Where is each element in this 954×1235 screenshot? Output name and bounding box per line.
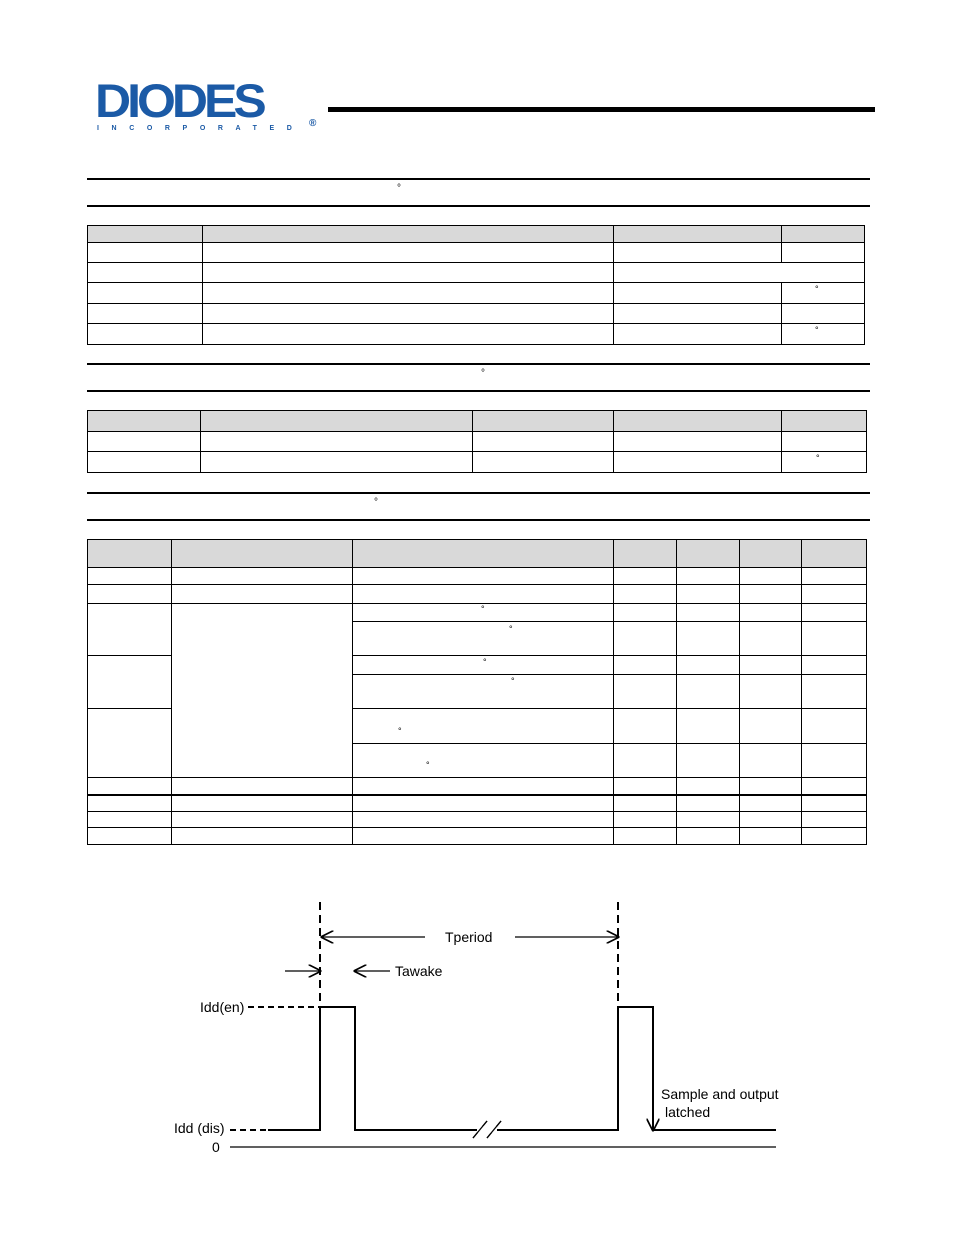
t1-cell [614,324,782,345]
t1-degree: ° [815,325,819,335]
logo-wordmark: DIODES [95,74,263,128]
t1-header-cell [88,226,203,243]
t3-cell [88,812,172,828]
section-2-top-rule [87,363,870,365]
t3-cell [172,568,353,585]
t3-degree: ° [511,676,515,686]
t3-cell [353,812,614,828]
t3-cell [172,778,353,795]
current-waveform [268,1007,653,1130]
t2-header-cell [201,411,473,432]
t3-condition-cell [353,656,614,675]
t3-header-cell [614,540,677,568]
t1-cell [614,243,782,263]
t3-header-cell [172,540,353,568]
t3-header-cell [740,540,802,568]
t2-cell [614,452,782,473]
t1-cell [614,263,865,283]
t2-header-cell [782,411,867,432]
t3-cell [614,709,677,744]
t1-cell [88,243,203,263]
t3-cell [740,675,802,709]
t3-cell [172,812,353,828]
t3-cell [88,709,172,778]
t3-cell [740,778,802,795]
t3-cell [802,675,867,709]
t2-header-cell [473,411,614,432]
t3-cell [740,709,802,744]
t3-cell [802,656,867,675]
t2-cell [88,432,201,452]
t3-cell [802,568,867,585]
t1-cell [614,283,782,304]
t2-header-cell [88,411,201,432]
t3-cell [614,828,677,845]
t3-cell [88,568,172,585]
t3-cell [88,828,172,845]
t3-header-cell [677,540,740,568]
t3-cell [614,778,677,795]
t2-cell [201,452,473,473]
t2-unit-cell [782,452,867,473]
t3-cell [614,812,677,828]
t1-unit-cell [782,283,865,304]
t1-cell [203,324,614,345]
t3-cell [677,812,740,828]
t3-header-cell [88,540,172,568]
t3-cell [353,585,614,604]
t3-merged-parameter-cell [172,604,353,778]
t3-condition-cell [353,604,614,622]
t3-condition-cell [353,675,614,709]
t2-cell [473,432,614,452]
t1-cell [614,304,782,324]
t3-cell [614,585,677,604]
t3-cell [740,812,802,828]
t2-cell [473,452,614,473]
idd-en-label: Idd(en) [200,999,245,1015]
timing-diagram [0,880,954,1180]
t3-cell [740,828,802,845]
t3-cell [677,675,740,709]
t1-cell [203,243,614,263]
section-3-degree: ° [374,497,378,508]
t3-cell [614,744,677,778]
t3-cell [677,568,740,585]
t3-condition-cell [353,709,614,744]
t2-cell [782,432,867,452]
section-1-degree: ° [397,183,401,194]
t3-cell [740,585,802,604]
t3-cell [740,622,802,656]
t3-cell [172,585,353,604]
t3-header-cell [353,540,614,568]
t3-cell [614,675,677,709]
registered-mark: ® [309,118,317,129]
table-1 [87,225,865,345]
t3-cell [88,656,172,709]
t3-cell [677,744,740,778]
t1-cell [782,304,865,324]
t1-unit-cell [782,324,865,345]
t3-cell [677,795,740,812]
t3-condition-cell [353,744,614,778]
t1-cell [88,304,203,324]
zero-label: 0 [212,1139,220,1155]
t3-cell [88,778,172,795]
t1-cell [203,283,614,304]
t3-degree: ° [483,657,487,667]
t3-cell [172,828,353,845]
t3-cell [802,812,867,828]
t3-cell [740,795,802,812]
t3-cell [677,656,740,675]
t3-cell [740,568,802,585]
t1-cell [782,243,865,263]
sample-label-line2: latched [665,1104,711,1120]
t3-cell [802,709,867,744]
t3-cell [88,585,172,604]
section-3-top-rule [87,492,870,494]
section-1-bottom-rule [87,205,870,207]
t3-cell [802,778,867,795]
t3-cell [802,604,867,622]
t1-cell [88,324,203,345]
t3-cell [740,656,802,675]
t1-header-cell [614,226,782,243]
t3-cell [740,604,802,622]
t3-cell [740,744,802,778]
t3-cell [802,622,867,656]
t3-cell [677,585,740,604]
tperiod-label: Tperiod [445,929,493,945]
diodes-logo [95,74,320,136]
t3-cell [353,778,614,795]
t3-degree: ° [481,604,485,614]
t3-cell [353,828,614,845]
sample-label-line1: Sample and output [661,1086,779,1102]
t1-cell [88,263,203,283]
t3-cell [614,604,677,622]
t3-cell [614,568,677,585]
section-2-bottom-rule [87,390,870,392]
logo-subtitle: INCORPORATED [97,125,305,132]
t3-cell [677,778,740,795]
t1-cell [203,304,614,324]
t3-degree: ° [398,726,402,736]
tawake-label: Tawake [395,963,443,979]
t1-header-cell [203,226,614,243]
idd-dis-label: Idd (dis) [174,1120,225,1136]
t2-header-cell [614,411,782,432]
table-3 [87,539,867,845]
t1-degree: ° [815,284,819,294]
section-2-degree: ° [481,368,485,379]
t3-cell [614,795,677,812]
t3-cell [677,622,740,656]
t2-degree: ° [816,453,820,463]
section-3-bottom-rule [87,519,870,521]
header-rule [328,107,875,112]
t3-cell [353,795,614,812]
t1-cell [88,283,203,304]
t3-cell [88,795,172,812]
t3-cell [88,604,172,656]
t3-cell [614,622,677,656]
t2-cell [614,432,782,452]
t3-header-cell [802,540,867,568]
table-2 [87,410,867,473]
t3-cell [802,585,867,604]
t3-cell [614,656,677,675]
t1-header-cell [782,226,865,243]
t3-cell [677,709,740,744]
t3-condition-cell [353,622,614,656]
t3-cell [802,744,867,778]
t3-cell [677,604,740,622]
t3-degree: ° [426,760,430,770]
t3-degree: ° [509,624,513,634]
t3-cell [802,828,867,845]
t3-cell [172,795,353,812]
t3-cell [677,828,740,845]
t3-cell [802,795,867,812]
section-1-top-rule [87,178,870,180]
t2-cell [88,452,201,473]
t1-cell [203,263,614,283]
t2-cell [201,432,473,452]
t3-cell [353,568,614,585]
